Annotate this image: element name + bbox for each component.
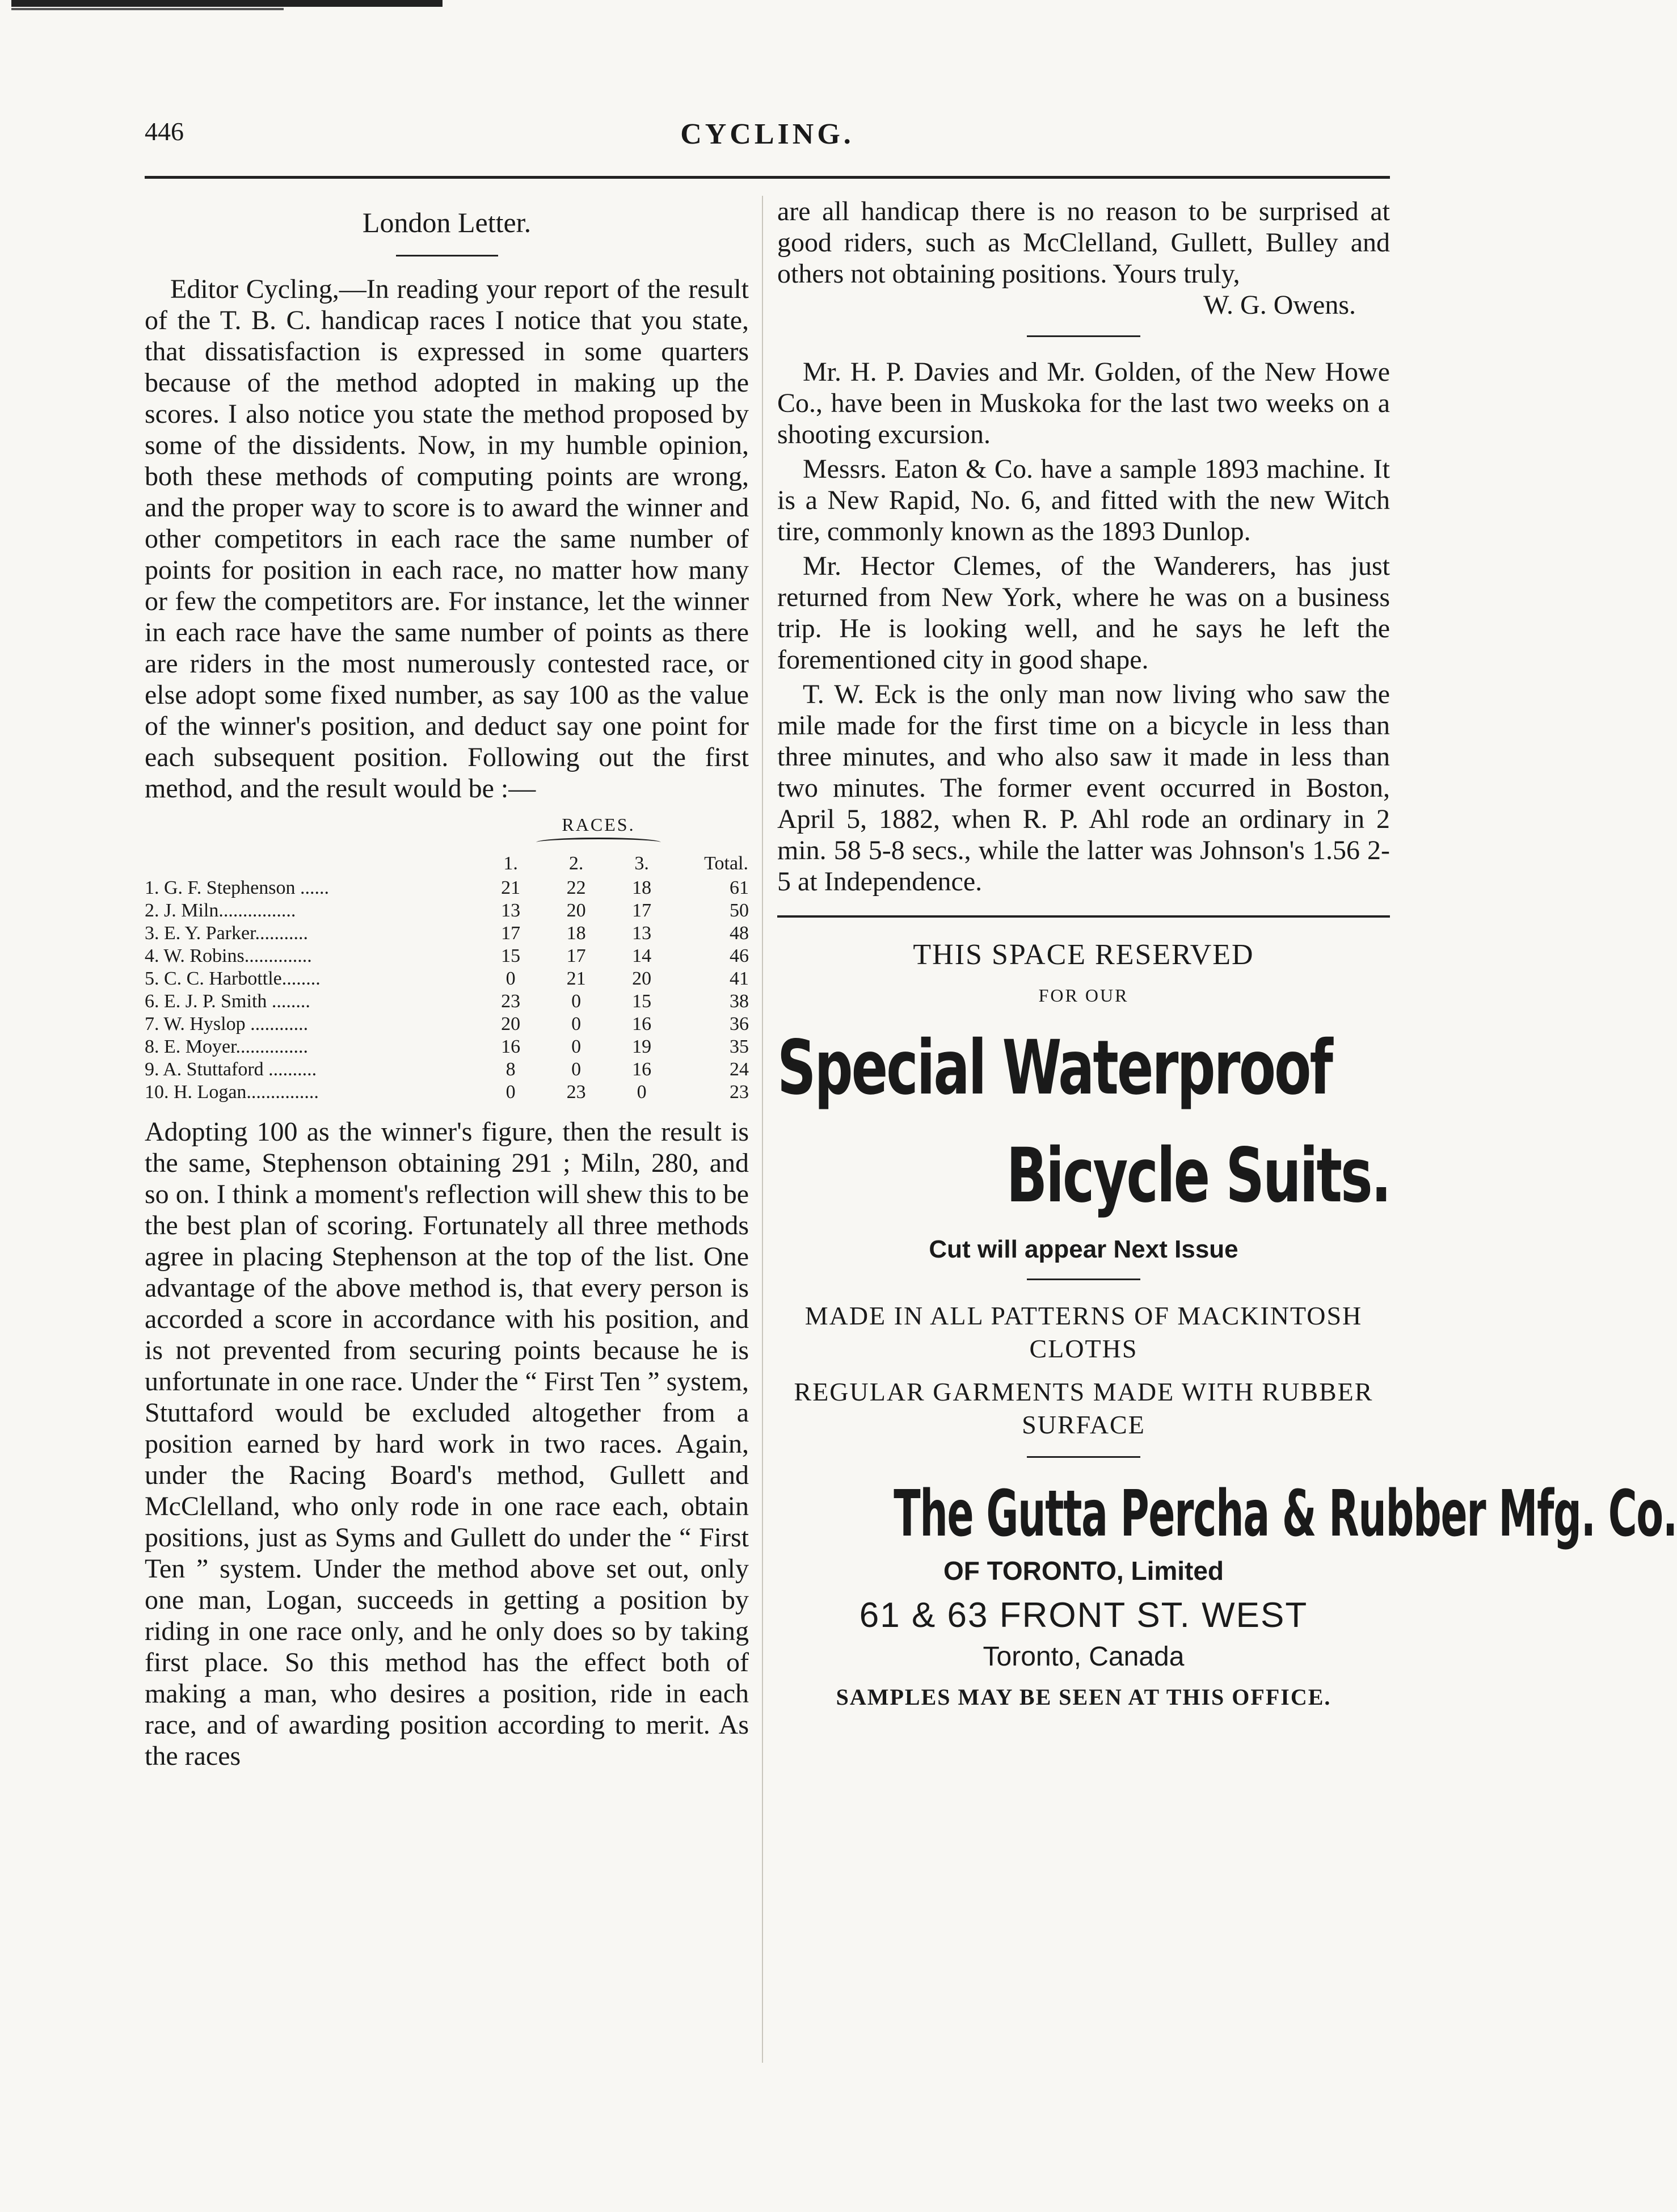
header-rule (145, 176, 1390, 179)
race-score: 0 (505, 968, 516, 989)
ad-regular-garments: REGULAR GARMENTS MADE WITH RUBBER SURFACE (794, 1377, 1373, 1439)
ad-for-our: FOR OUR (1038, 985, 1129, 1006)
left-column (145, 196, 749, 1772)
letter-paragraph-continued: Adopting 100 as the winner's figure, then the result is the same, Stephenson obtaining 291 ; Miln, 280, and so on. I think a moment's reflection will shew this to be the best plan of scoring. Fortunately all three methods agree in placing Stephenson at the top of the list. One advantage of the above method is, that every person is accorded a score in accordance with his position, and is not prevented from securing points because he is unfortunate in one race. Under the “ First Ten ” system, Stuttaford would be excluded altogether from a position earned by hard work in two races. Again, under the Racing Board's method, Gullett and McClelland, who only rode in one race each, obtain positions, just as Syms and Gullett do under the “ First Ten ” system. Under the method above set out, only one man, Logan, succeeds in getting a position by riding in one race only, and he only does so by taking first place. So this method has the effect both of making a man, who desires a position, ride in each race, and of awarding position according to merit. As the races (145, 1117, 749, 1771)
races-group-label: RACES. (562, 814, 635, 835)
ad-made-in: MADE IN ALL PATTERNS OF MACKINTOSH CLOTHS (804, 1301, 1363, 1363)
race-score: 13 (501, 900, 521, 921)
race-score: 17 (632, 900, 652, 921)
table-row (145, 877, 749, 899)
rider-name: 8. E. Moyer............... (145, 1036, 309, 1057)
news-note: T. W. Eck is the only man now living who saw the mile made for the first time on a bicycle in less than three minutes, and who also saw it made in less than two minutes. The former event occurred in Boston, April 5, 1882, when R. P. Ahl rode an ordinary in 2 min. 58 5-8 secs., while the latter was Johnson's 1.56 2-5 at Independence. (777, 679, 1390, 897)
right-column (777, 196, 1677, 1710)
letter-paragraph: Editor Cycling,—In reading your report of the result of the T. B. C. handicap races I notice that you state, that dissatisfaction is expressed in some quarters because of the method adopted in making up the scores. I also notice you state the method proposed by some of the dissidents. Now, in my humble opinion, both these methods of computing points are wrong, and the proper way to score is to award the winner and other competitors in each race the same number of points for position in each race, no matter how many or few the competitors are. For instance, let the winner in each race have the same number of points as there are riders in the most numerously contested race, or else adopt some fixed number, as say 100 as the value of the winner's position, and deduct say one point for each subsequent position. Following out the first method, and the result would be :— (145, 274, 749, 804)
rider-name: 2. J. Miln................ (145, 900, 296, 921)
total-score: 38 (730, 991, 749, 1012)
results-table (145, 851, 749, 1104)
race-score: 0 (571, 1059, 582, 1080)
letter-signature: W. G. Owens. (1203, 290, 1356, 320)
magazine-title: CYCLING. (680, 118, 854, 150)
page-number: 446 (145, 117, 184, 146)
column-header: 3. (634, 853, 649, 874)
race-score: 0 (637, 1082, 647, 1103)
ad-company-subtitle: OF TORONTO, Limited (943, 1556, 1224, 1586)
table-row (145, 990, 749, 1013)
table-row (145, 1036, 749, 1058)
race-score: 0 (571, 991, 582, 1012)
race-score: 20 (501, 1014, 521, 1034)
rider-name: 9. A. Stuttaford .......... (145, 1059, 317, 1080)
total-score: 36 (730, 1014, 749, 1034)
race-score: 18 (566, 923, 586, 944)
rider-name: 4. W. Robins.............. (145, 945, 312, 966)
table-row (145, 1013, 749, 1036)
race-score: 13 (632, 923, 652, 944)
race-score: 15 (501, 945, 521, 966)
news-note: Messrs. Eaton & Co. have a sample 1893 machine. It is a New Rapid, No. 6, and fitted with the new Witch tire, commonly known as the 1893 Dunlop. (777, 454, 1390, 546)
rider-name: 10. H. Logan............... (145, 1082, 319, 1103)
rider-name: 3. E. Y. Parker........... (145, 923, 309, 944)
total-score: 23 (730, 1082, 749, 1103)
race-score: 16 (632, 1014, 652, 1034)
table-header-row (145, 851, 749, 877)
rider-name: 5. C. C. Harbottle........ (145, 968, 321, 989)
total-score: 35 (730, 1036, 749, 1057)
total-score: 50 (730, 900, 749, 921)
ad-headline-line-2: Bicycle Suits. (1006, 1132, 1390, 1219)
rider-name: 7. W. Hyslop ............ (145, 1014, 309, 1034)
race-score: 0 (571, 1014, 582, 1034)
race-score: 22 (566, 877, 586, 898)
letter-continuation: are all handicap there is no reason to be surprised at good riders, such as McClelland, Gullett, Bulley and others not obtaining positions. Yours truly, (777, 196, 1390, 289)
advertisement (777, 938, 1677, 1710)
race-score: 20 (566, 900, 586, 921)
ad-company-name: The Gutta Percha & Rubber Mfg. Co. (894, 1477, 1677, 1551)
table-row (145, 1081, 749, 1104)
race-score: 17 (501, 923, 521, 944)
ad-samples-note: SAMPLES MAY BE SEEN AT THIS OFFICE. (836, 1684, 1332, 1710)
ad-reserved-line: THIS SPACE RESERVED (913, 939, 1254, 971)
total-score: 46 (730, 945, 749, 966)
race-score: 18 (632, 877, 652, 898)
table-row (145, 922, 749, 945)
ad-headline-line-1: Special Waterproof (777, 1024, 1332, 1112)
ad-cut-note: Cut will appear Next Issue (929, 1235, 1238, 1263)
table-row (145, 968, 749, 990)
race-score: 0 (571, 1036, 582, 1057)
table-row (145, 945, 749, 968)
race-score: 20 (632, 968, 652, 989)
race-score: 0 (505, 1082, 516, 1103)
race-score: 16 (501, 1036, 521, 1057)
total-score: 61 (730, 877, 749, 898)
race-score: 21 (501, 877, 521, 898)
ad-city: Toronto, Canada (983, 1642, 1185, 1672)
column-divider (762, 196, 763, 2063)
race-score: 21 (566, 968, 586, 989)
scan-edge-mark (11, 0, 443, 7)
race-score: 8 (505, 1059, 516, 1080)
rider-name: 6. E. J. P. Smith ........ (145, 991, 310, 1012)
column-header: Total. (704, 853, 748, 874)
scan-edge-mark-thin (11, 8, 284, 10)
total-score: 24 (730, 1059, 749, 1080)
news-note: Mr. H. P. Davies and Mr. Golden, of the New Howe Co., have been in Muskoka for the last two weeks on a shooting excursion. (777, 357, 1390, 449)
race-score: 14 (632, 945, 652, 966)
heading-rule (396, 255, 498, 256)
races-brace (536, 838, 661, 847)
race-score: 23 (566, 1082, 586, 1103)
advertisement-top-rule (777, 915, 1390, 918)
ad-rule (1027, 1279, 1140, 1280)
race-score: 16 (632, 1059, 652, 1080)
race-score: 17 (566, 945, 586, 966)
total-score: 48 (730, 923, 749, 944)
table-row (145, 1058, 749, 1081)
table-row (145, 899, 749, 922)
letter-heading: London Letter. (362, 207, 532, 238)
news-note: Mr. Hector Clemes, of the Wanderers, has just returned from New York, where he was on a business trip. He is looking well, and he says he left the forementioned city in good shape. (777, 551, 1390, 675)
column-header: 1. (503, 853, 518, 874)
page-header (145, 105, 1390, 162)
ad-address: 61 & 63 FRONT ST. WEST (859, 1596, 1308, 1635)
race-score: 19 (632, 1036, 652, 1057)
race-score: 15 (632, 991, 652, 1012)
total-score: 41 (730, 968, 749, 989)
race-score: 23 (501, 991, 521, 1012)
column-header: 2. (568, 853, 584, 874)
ad-rule (1027, 1456, 1140, 1458)
section-rule (1027, 335, 1140, 337)
rider-name: 1. G. F. Stephenson ...... (145, 877, 330, 898)
